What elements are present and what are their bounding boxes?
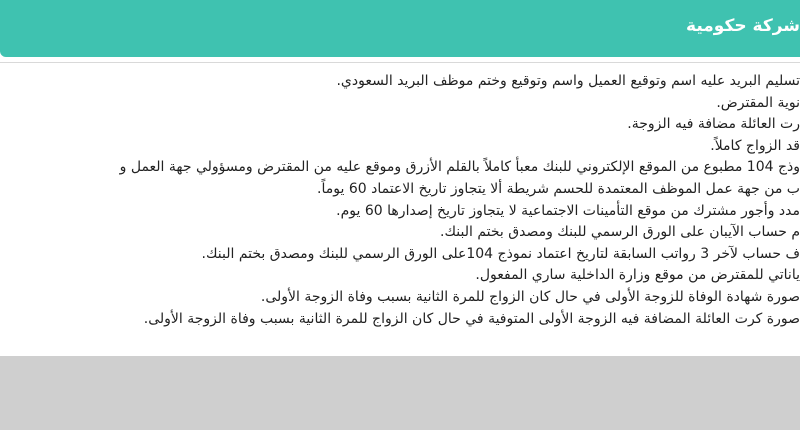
divider bbox=[0, 62, 800, 63]
requirement-text: قد الزواج كاملاً. bbox=[710, 137, 800, 154]
list-item bbox=[0, 93, 800, 115]
list-item bbox=[0, 201, 800, 223]
list-item bbox=[0, 71, 800, 93]
requirement-text: ياناتي للمقترض من موقع وزارة الداخلية ساري المفعول. bbox=[475, 267, 800, 284]
page-title: شركة حكومية bbox=[686, 16, 800, 36]
requirement-text: نوية المقترض. bbox=[716, 94, 800, 111]
requirement-text: ب من جهة عمل الموظف المعتمدة للحسم شريطة ألا يتجاوز تاريخ الاعتماد 60 يوماً. bbox=[317, 180, 800, 197]
requirement-text: مدد وأجور مشترك من موقع التأمينات الاجتماعية لا يتجاوز تاريخ إصدارها 60 يوم. bbox=[336, 202, 800, 219]
list-item bbox=[0, 157, 800, 179]
requirements-list bbox=[0, 71, 800, 330]
header-bar bbox=[0, 0, 800, 57]
list-item bbox=[0, 244, 800, 266]
list-item bbox=[0, 265, 800, 287]
requirement-text: صورة كرت العائلة المضافة فيه الزوجة الأولى المتوفية في حال كان الزواج للمرة الثانية بسبب وفاة الزوجة الأولى. bbox=[143, 310, 800, 327]
list-item bbox=[0, 222, 800, 244]
requirement-text: رت العائلة مضافة فيه الزوجة. bbox=[627, 116, 800, 133]
requirement-text: ف حساب لآخر 3 رواتب السابقة لتاريخ اعتماد نموذج 104على الورق الرسمي للبنك ومصدق بختم البنك. bbox=[201, 245, 800, 262]
requirement-text: تسليم البريد عليه اسم وتوقيع العميل واسم وتوقيع وختم موظف البريد السعودي. bbox=[336, 73, 800, 89]
requirement-text: وذج 104 مطبوع من الموقع الإلكتروني للبنك معبأ كاملاً بالقلم الأزرق وموقع عليه من المقترض ومسؤولي جهة العمل و bbox=[119, 159, 800, 176]
list-item bbox=[0, 309, 800, 331]
requirement-text: م حساب الآيبان على الورق الرسمي للبنك ومصدق بختم البنك. bbox=[440, 224, 800, 241]
list-item bbox=[0, 287, 800, 309]
list-item bbox=[0, 114, 800, 136]
requirement-text: صورة شهادة الوفاة للزوجة الأولى في حال كان الزواج للمرة الثانية بسبب وفاة الزوجة الأولى. bbox=[260, 288, 800, 305]
list-item bbox=[0, 136, 800, 158]
footer-area bbox=[0, 356, 800, 430]
list-item bbox=[0, 179, 800, 201]
